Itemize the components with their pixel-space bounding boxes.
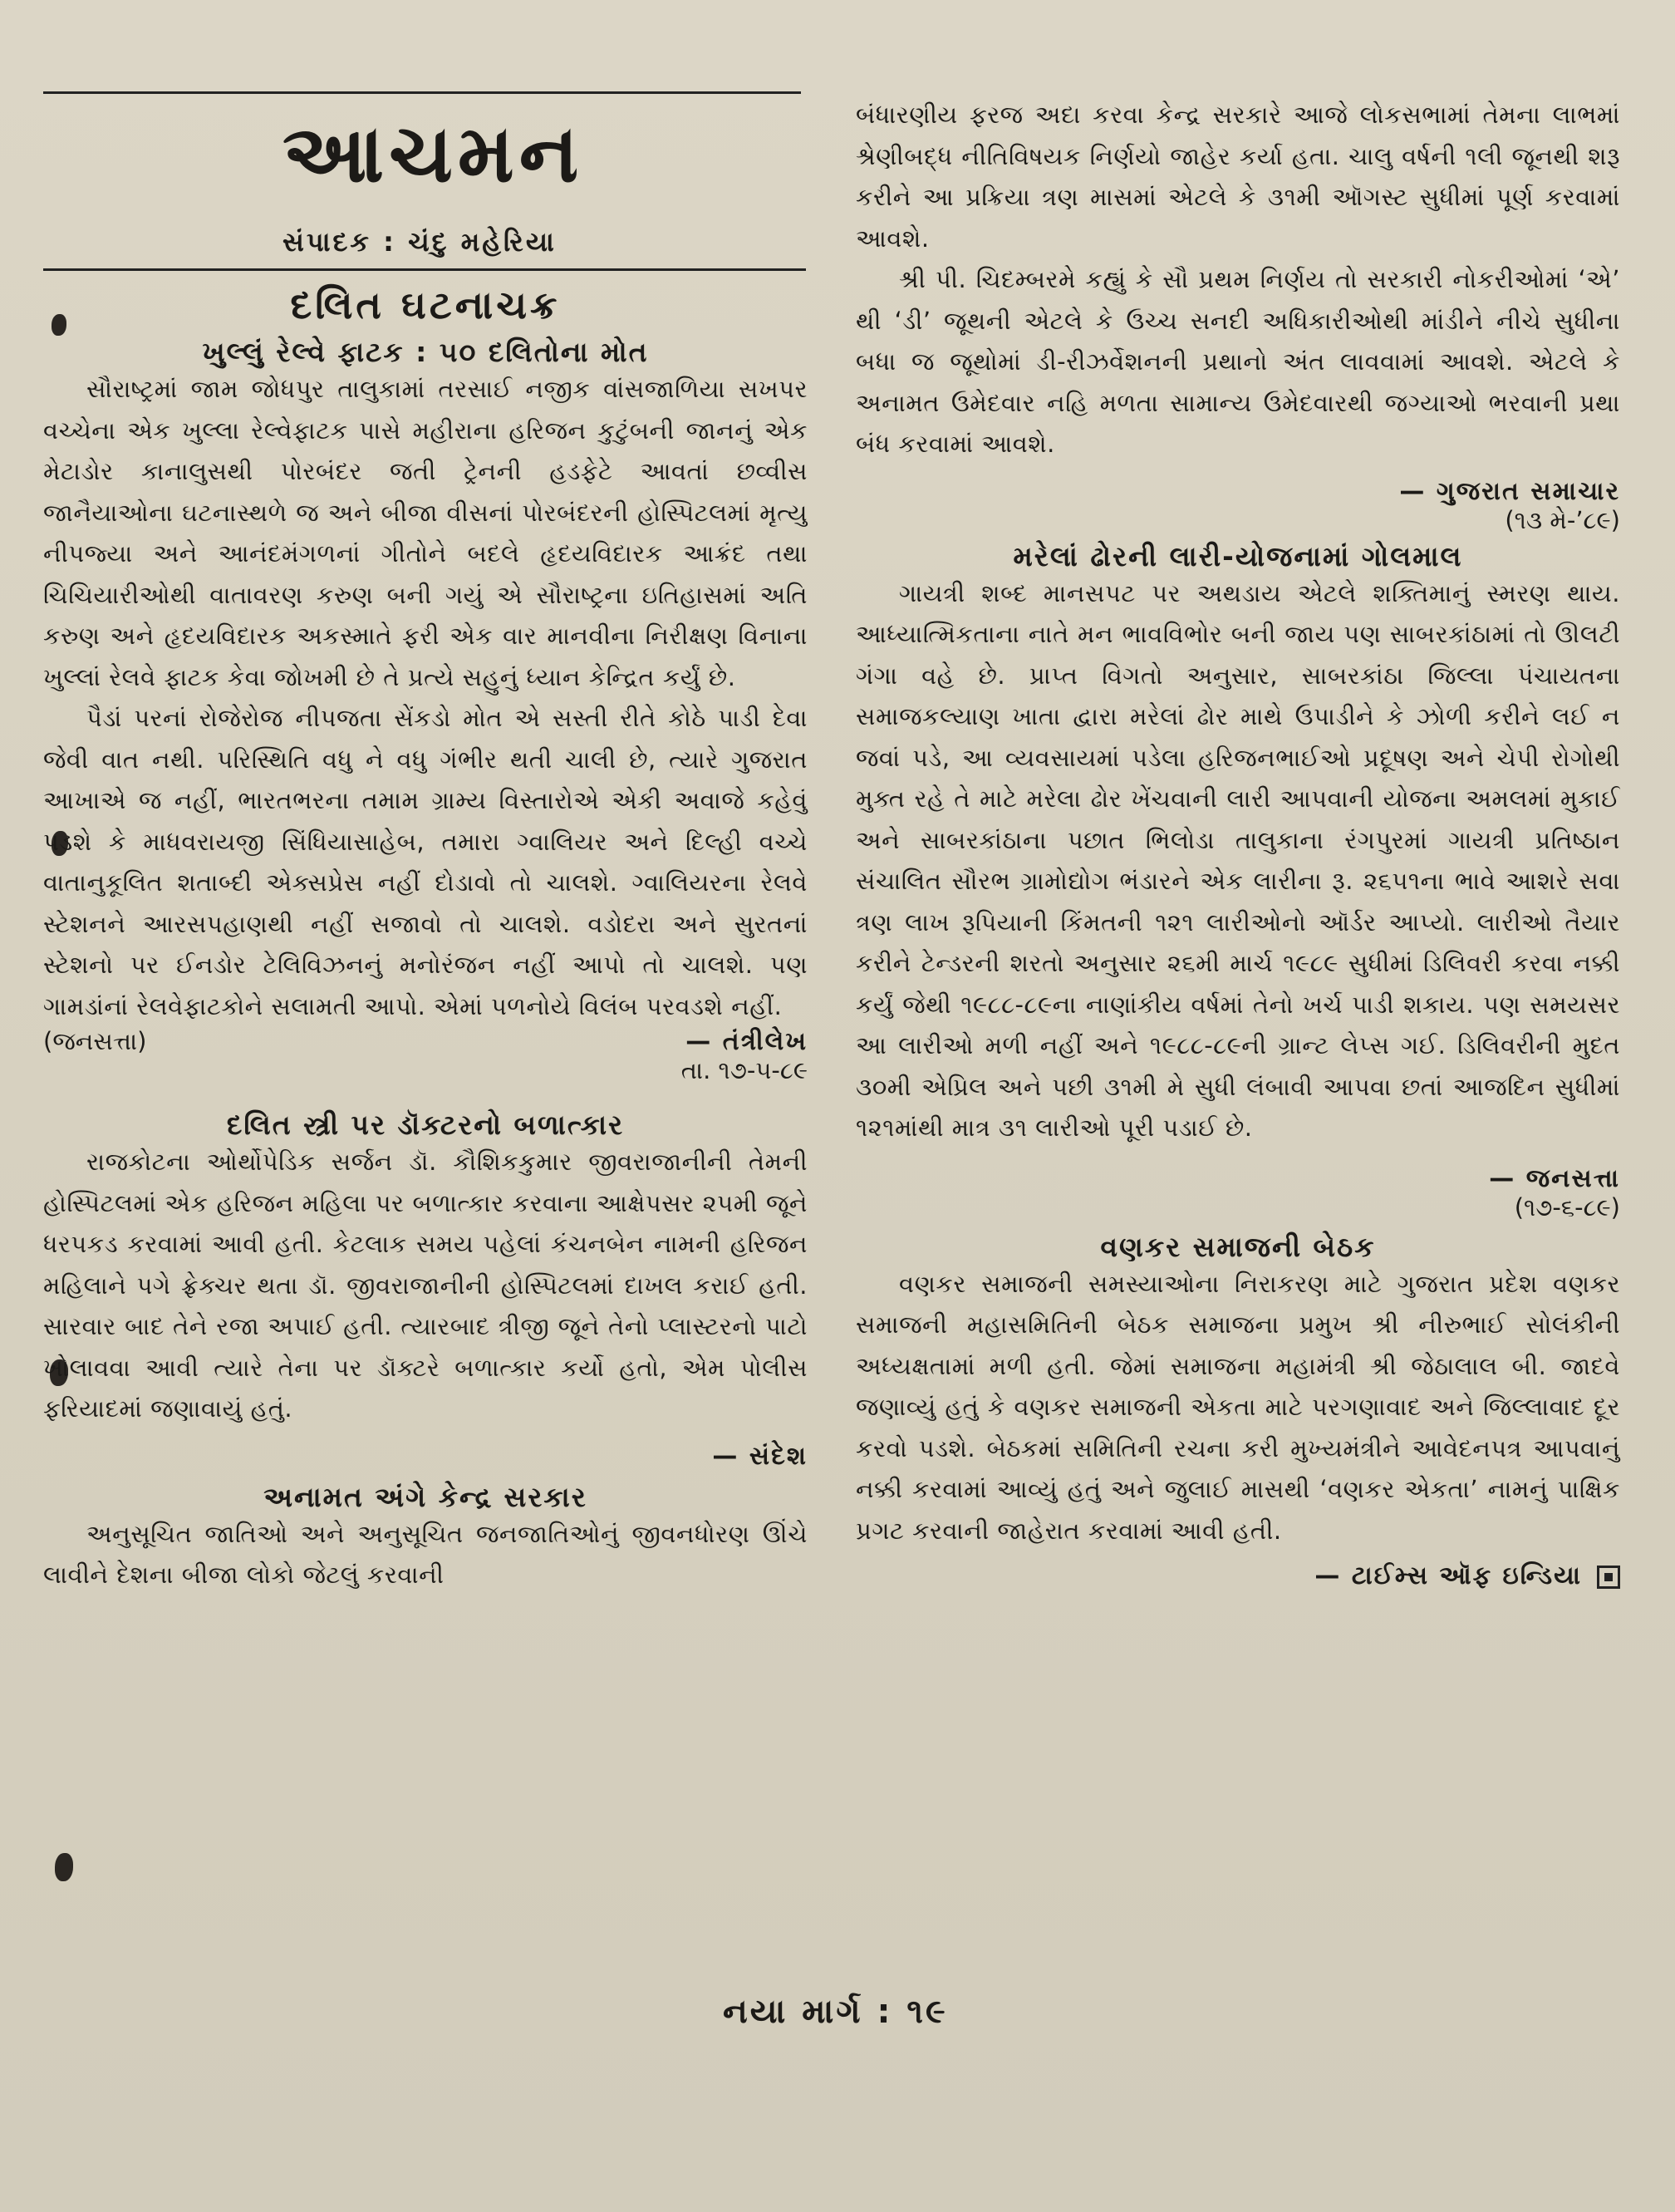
- page-footer: નયા માર્ગ : ૧૯: [723, 1993, 948, 2031]
- attribution-row: [43, 1027, 808, 1056]
- left-column: [43, 283, 808, 1596]
- article-paragraph: બંધારણીય ફરજ અદા કરવા કેન્દ્ર સરકારે આજે લોકસભામાં તેમના લાભમાં શ્રેણીબદ્ધ નીતિવિષયક નિર્ણયો જાહેર કર્યા હતા. ચાલુ વર્ષની ૧લી જૂનથી શરૂ કરીને આ પ્રક્રિયા ત્રણ માસમાં એટલે કે ૩૧મી ઑગસ્ટ સુધીમાં પૂર્ણ કરવામાં આવશે.: [856, 101, 1620, 253]
- article-source: — ટાઈમ્સ ઑફ ઇન્ડિયા: [1314, 1561, 1582, 1590]
- right-column: [856, 95, 1620, 1590]
- article-paragraph: પૈડાં પરનાં રોજેરોજ નીપજતા સેંકડો મોત એ સસ્તી રીતે કોઠે પાડી દેવા જેવી વાત નથી. પરિસ્થિતિ વધુ ને વધુ ગંભીર થતી ચાલી છે, ત્યારે ગુજરાત આખાએ જ નહીં, ભારતભરના તમામ ગ્રામ્ય વિસ્તારોએ એકી અવાજે કહેવું પડશે કે માધવરાયજી સિંધિયાસાહેબ, તમારા ગ્વાલિયર અને દિલ્હી વચ્ચે વાતાનુકૂલિત શતાબ્દી એક્સપ્રેસ નહીં દોડાવો તો ચાલશે. ગ્વાલિયરના રેલવે સ્ટેશનને આરસપહાણથી નહીં સજાવો તો ચાલશે. વડોદરા અને સુરતનાં સ્ટેશનો પર ઈનડોર ટેલિવિઝનનું મનોરંજન નહીં આપો તો ચાલશે. પણ ગામડાંનાં રેલવેફાટકોને સલામતી આપો. એમાં પળનોયે વિલંબ પરવડશે નહીં.: [43, 704, 808, 1020]
- editor-credit: સંપાદક : ચંદુ મહેરિયા: [282, 226, 557, 258]
- article-title: વણકર સમાજની બેઠક: [1100, 1230, 1376, 1263]
- article-date: તા. ૧૭-૫-૮૯: [680, 1056, 808, 1084]
- article-paragraph: અનુસૂચિત જાતિઓ અને અનુસૂચિત જનજાતિઓનું જીવનધોરણ ઊંચે લાવીને દેશના બીજા લોકો જેટલું કરવાની: [43, 1519, 808, 1589]
- article-source: — જનસત્તા: [1489, 1163, 1620, 1193]
- article-paragraph: ગાયત્રી શબ્દ માનસપટ પર અથડાય એટલે શક્તિમાનું સ્મરણ થાય. આધ્યાત્મિકતાના નાતે મન ભાવવિભોર બની જાય પણ સાબરકાંઠામાં તો ઊલટી ગંગા વહે છે. પ્રાપ્ત વિગતો અનુસાર, સાબરકાંઠા જિલ્લા પંચાયતના સમાજકલ્યાણ ખાતા દ્વારા મરેલાં ઢોર માથે ઉપાડીને કે ઝોળી કરીને લઈ ન જવાં પડે, આ વ્યવસાયમાં પડેલા હરિજનભાઈઓ પ્રદૂષણ અને ચેપી રોગોથી મુક્ત રહે તે માટે મરેલા ઢોર ખેંચવાની લારી આપવાની યોજના અમલમાં મુકાઈ અને સાબરકાંઠાના પછાત ભિલોડા તાલુકાના રંગપુરમાં ગાયત્રી પ્રતિષ્ઠાન સંચાલિત સૌરભ ગ્રામોદ્યોગ ભંડારને એક લારીના રૂ. ૨૬૫૧ના ભાવે આશરે સવા ત્રણ લાખ રૂપિયાની કિંમતની ૧૨૧ લારીઓનો ઑર્ડર આપ્યો. લારીઓ તૈયાર કરીને ટેન્ડરની શરતો અનુસાર ૨૬મી માર્ચ ૧૯૮૯ સુધીમાં ડિલિવરી કરવા નક્કી કર્યું જેથી ૧૯૮૮-૮૯ના નાણાંકીય વર્ષમાં તેનો ખર્ચ પાડી શકાય. પણ સમયસર આ લારીઓ મળી નહીં અને ૧૯૮૮-૮૯ની ગ્રાન્ટ લેપ્સ ગઈ. ડિલિવરીની મુદત ૩૦મી એપ્રિલ અને પછી ૩૧મી મે સુધી લંબાવી આપવા છતાં આજદિન સુધીમાં ૧૨૧માંથી માત્ર ૩૧ લારીઓ પૂરી પડાઈ છે.: [856, 578, 1620, 1142]
- top-rule: [43, 91, 801, 94]
- article-title: દલિત સ્ત્રી પર ડૉક્ટરનો બળાત્કાર: [226, 1108, 625, 1141]
- article-paragraph: રાજકોટના ઓર્થોપેડિક સર્જન ડૉ. કૌશિકકુમાર જીવરાજાનીની તેમની હોસ્પિટલમાં એક હરિજન મહિલા પર બળાત્કાર કરવાના આક્ષેપસર ૨૫મી જૂને ધરપકડ કરવામાં આવી હતી. કેટલાક સમય પહેલાં કંચનબેન નામની હરિજન મહિલાને પગે ફ્રેક્ચર થતા ડૉ. જીવરાજાનીની હોસ્પિટલમાં દાખલ કરાઈ હતી. સારવાર બાદ તેને રજા અપાઈ હતી. ત્યારબાદ ત્રીજી જૂને તેનો પ્લાસ્ટરનો પાટો ખોલાવવા આવી ત્યારે તેના પર ડૉક્ટરે બળાત્કાર કર્યો હતો, એમ પોલીસ ફરિયાદમાં જણાવાયું હતું.: [43, 1148, 808, 1423]
- article-paragraph: સૌરાષ્ટ્રમાં જામ જોધપુર તાલુકામાં તરસાઈ નજીક વાંસજાળિયા સખપર વચ્ચેના એક ખુલ્લા રેલ્વેફાટક પાસે મહીરાના હરિજન કુટુંબની જાનનું એક મેટાડોર કાનાલુસથી પોરબંદર જતી ટ્રેનની હડફેટે આવતાં છવ્વીસ જાનૈયાઓના ઘટનાસ્થળે જ અને બીજા વીસનાં પોરબંદરની હોસ્પિટલમાં મૃત્યુ નીપજ્યા અને આનંદમંગળનાં ગીતોને બદલે હૃદયવિદારક આક્રંદ તથા ચિચિયારીઓથી વાતાવરણ કરુણ બની ગયું એ સૌરાષ્ટ્રના ઇતિહાસમાં અતિ કરુણ અને હૃદયવિદારક અકસ્માતે ફરી એક વાર માનવીના નિરીક્ષણ વિનાના ખુલ્લાં રેલવે ફાટક કેવા જોખમી છે તે પ્રત્યે સહુનું ધ્યાન કેન્દ્રિત કર્યું છે.: [43, 375, 808, 691]
- article-title: ખુલ્લું રેલ્વે ફાટક : ૫૦ દલિતોના મોત: [202, 336, 649, 368]
- section-title: દલિત ઘટનાચક્ર: [290, 283, 561, 327]
- article-source-row: [856, 1561, 1620, 1590]
- article-source: — સંદેશ: [712, 1441, 808, 1471]
- punch-hole-mark: [55, 1853, 73, 1881]
- article-source: — તંત્રીલેખ: [685, 1027, 808, 1056]
- article-paragraph: વણકર સમાજની સમસ્યાઓના નિરાકરણ માટે ગુજરાત પ્રદેશ વણકર સમાજની મહાસમિતિની બેઠક સમાજના પ્રમુખ શ્રી નીરુભાઈ સોલંકીની અધ્યક્ષતામાં મળી હતી. જેમાં સમાજના મહામંત્રી શ્રી જેઠાલાલ બી. જાદવે જણાવ્યું હતું કે વણકર સમાજની એકતા માટે પરગણાવાદ અને જિલ્લાવાદ દૂર કરવો પડશે. બેઠકમાં સમિતિની રચના કરી મુખ્યમંત્રીને આવેદનપત્ર આપવાનું નક્કી કરવામાં આવ્યું હતું અને જુલાઈ માસથી ‘વણકર એકતા’ નામનું પાક્ષિક પ્રગટ કરવાની જાહેરાત કરવામાં આવી હતી.: [856, 1269, 1620, 1545]
- article-title: મરેલાં ઢોરની લારી-યોજનામાં ગોલમાલ: [1013, 539, 1463, 573]
- section-masthead: આચમન: [282, 106, 584, 200]
- article-title: અનામત અંગે કેન્દ્ર સરકાર: [263, 1480, 587, 1513]
- masthead-rule: [43, 268, 806, 271]
- end-of-article-icon: [1597, 1566, 1620, 1589]
- paper-name: (જનસત્તા): [43, 1027, 147, 1055]
- article-paragraph: શ્રી પી. ચિદમ્બરમે કહ્યું કે સૌ પ્રથમ નિર્ણય તો સરકારી નોકરીઓમાં ‘એ’ થી ‘ડી’ જૂથની એટલે કે ઉચ્ચ સનદી અધિકારીઓથી માંડીને નીચે સુધીના બધા જ જૂથોમાં ડી-રીઝર્વેશનની પ્રથાનો અંત લાવવામાં આવશે. એટલે કે અનામત ઉમેદવાર નહિ મળતા સામાન્ય ઉમેદવારથી જગ્યાઓ ભરવાની પ્રથા બંધ કરવામાં આવશે.: [856, 265, 1620, 458]
- article-date: (૧૩ મે-’૮૯): [1505, 505, 1620, 534]
- article-date: (૧૭-૬-૮૯): [1514, 1192, 1620, 1222]
- article-source: — ગુજરાત સમાચાર: [1399, 476, 1620, 506]
